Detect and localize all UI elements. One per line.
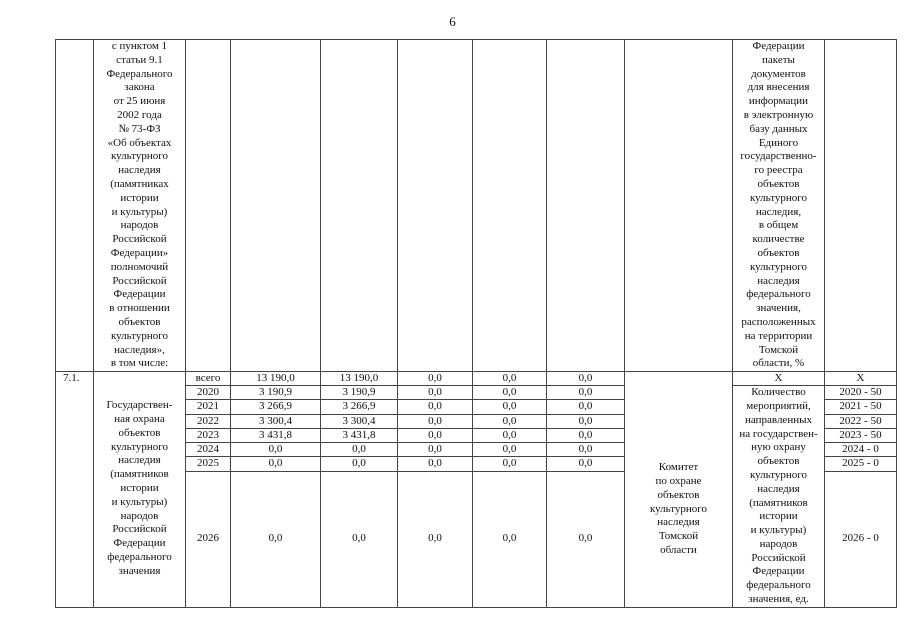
cell-col-2: 0,0 [398,457,473,471]
cell-col-4: 0,0 [547,428,625,442]
cell-col-3: 0,0 [473,428,547,442]
table-row [56,372,897,386]
cell-total: 0,0 [231,443,321,457]
page-number: 6 [449,14,456,29]
cell-num: 7.1. [56,372,94,608]
cell-period: 2021 [186,400,231,414]
cell-value: 2023 - 50 [825,428,897,442]
cell-col-4: 0,0 [547,414,625,428]
cell-period: 2026 [186,471,231,607]
cell-col-2: 0,0 [398,372,473,386]
cell-value: 2022 - 50 [825,414,897,428]
cell-total: 3 190,9 [231,386,321,400]
cell-period: всего [186,372,231,386]
cell-period: 2025 [186,457,231,471]
cell-value: 2021 - 50 [825,400,897,414]
cell-col-1: 0,0 [321,457,398,471]
cell-executor: Комитет по охране объектов культурного наследия Томской области [625,372,733,608]
cell-col-1: 0,0 [321,471,398,607]
cell-col-2: 0,0 [398,386,473,400]
cell-period: 2023 [186,428,231,442]
cell-col-1: 0,0 [321,443,398,457]
cell-col-1: 3 300,4 [321,414,398,428]
cell-total: 3 266,9 [231,400,321,414]
cell-col-2: 0,0 [398,443,473,457]
cell-value: X [825,372,897,386]
cell-value: 2026 - 0 [825,471,897,607]
cell-col-4: 0,0 [547,443,625,457]
cell-indicator-x: X [733,372,825,386]
cell-col-4: 0,0 [547,471,625,607]
cell-period: 2024 [186,443,231,457]
cell-value: 2020 - 50 [825,386,897,400]
cell-total: 0,0 [231,457,321,471]
cell-col-3: 0,0 [473,443,547,457]
cell-num [56,40,94,372]
cell-total: 3 300,4 [231,414,321,428]
cell-col-3: 0,0 [473,471,547,607]
cell-col-4: 0,0 [547,457,625,471]
cell-col-1: 3 431,8 [321,428,398,442]
cell-col-3: 0,0 [473,457,547,471]
cell-col-4: 0,0 [547,372,625,386]
cell-event-name: с пунктом 1 статьи 9.1 Федерального закона от 25 июня 2002 года № 73-ФЗ «Об объектах культурного наследия (памятниках истории и культуры) народов Российской Федерации» полномочий Российской Федерации в отношении объектов культурного наследия», в том числе: [94,40,186,372]
cell-col-3: 0,0 [473,414,547,428]
cell-col-4: 0,0 [547,400,625,414]
cell-value: 2024 - 0 [825,443,897,457]
cell-total: 0,0 [231,471,321,607]
cell-period: 2020 [186,386,231,400]
cell-col-3: 0,0 [473,386,547,400]
program-table [55,39,897,608]
cell-col-3: 0,0 [473,400,547,414]
cell-value: 2025 - 0 [825,457,897,471]
table-row-continuation [56,40,897,372]
cell-total: 3 431,8 [231,428,321,442]
cell-col-2: 0,0 [398,414,473,428]
cell-indicator: Федерации пакеты документов для внесения информации в электронную базу данных Единого государственно- го реестра объектов культурного наследия, в общем количестве объектов культурного наследия федерального значения, расположенных на территории Томской области, % [733,40,825,372]
cell-col-4: 0,0 [547,386,625,400]
cell-col-2: 0,0 [398,471,473,607]
cell-col-2: 0,0 [398,428,473,442]
cell-period: 2022 [186,414,231,428]
cell-col-1: 3 266,9 [321,400,398,414]
cell-indicator: Количество мероприятий, направленных на государствен- ную охрану объектов культурного наследия (памятников истории и культуры) народов Российской Федерации федерального значения, ед. [733,386,825,608]
cell-event-name: Государствен- ная охрана объектов культурного наследия (памятников истории и культуры) народов Российской Федерации федерального значения [94,372,186,608]
cell-total: 13 190,0 [231,372,321,386]
cell-col-1: 13 190,0 [321,372,398,386]
cell-col-1: 3 190,9 [321,386,398,400]
cell-col-3: 0,0 [473,372,547,386]
cell-col-2: 0,0 [398,400,473,414]
